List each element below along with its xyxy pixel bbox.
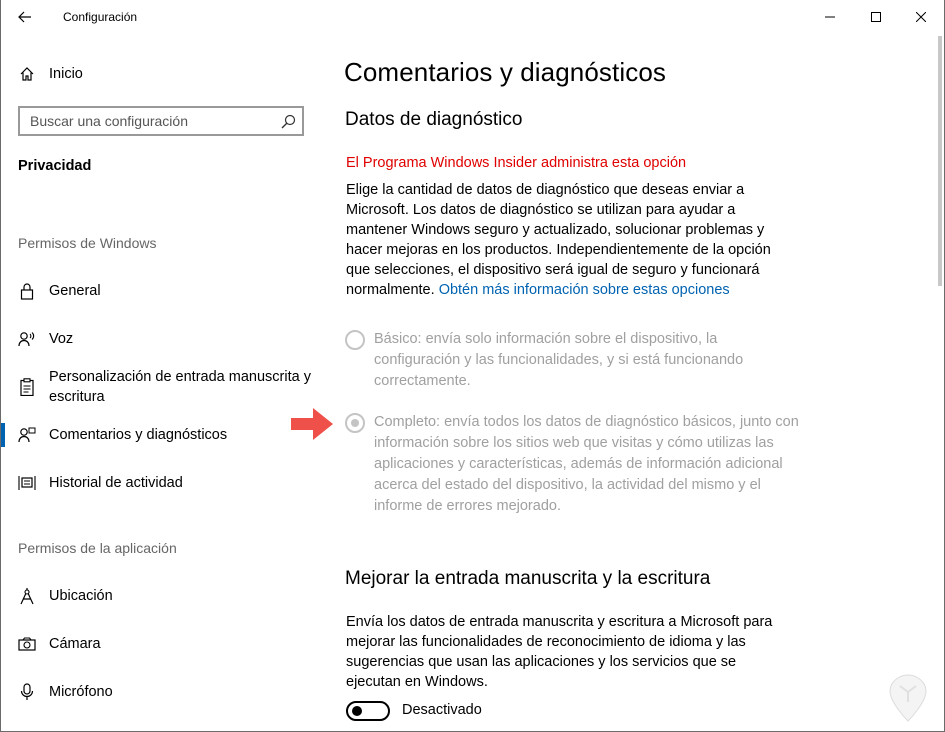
close-button[interactable] (898, 0, 944, 34)
red-arrow-icon (290, 407, 334, 441)
sidebar-item-home[interactable] (1, 64, 331, 84)
sidebar-item-general[interactable] (1, 281, 331, 301)
radio-option-full[interactable] (345, 412, 805, 518)
sidebar-item-label: Micrófono (49, 684, 113, 700)
feedback-icon (17, 425, 37, 445)
sidebar-item-feedback[interactable] (1, 425, 331, 445)
sidebar-item-label: Historial de actividad (49, 475, 183, 491)
radio-basic[interactable] (345, 330, 365, 350)
sidebar-item-activity-history[interactable] (1, 473, 331, 493)
camera-icon (17, 634, 37, 654)
diagnostic-description (346, 180, 776, 300)
sidebar-item-home-label: Inicio (49, 66, 83, 82)
back-arrow-icon (18, 11, 32, 23)
diagnostic-description-text: Elige la cantidad de datos de diagnóstico que deseas enviar a Microsoft. Los datos de diagnóstico se utilizan para ayudar a mantener Windows seguro y actualizado, solucionar problemas y hacer mejoras en los productos. Independientemente de la opción que selecciones, el dispositivo será igual de seguro y funcionará normalmente. (346, 182, 771, 298)
search-placeholder: Buscar una configuración (30, 113, 188, 129)
sidebar-item-label: General (49, 283, 101, 299)
back-button[interactable] (7, 2, 43, 32)
location-icon (17, 586, 37, 606)
minimize-icon (825, 12, 835, 22)
learn-more-link[interactable]: Obtén más información sobre estas opciones (438, 282, 730, 298)
window-title: Configuración (63, 10, 138, 24)
watermark-logo-icon (878, 672, 938, 728)
close-icon (916, 12, 926, 22)
sidebar-item-label: Personalización de entrada manuscrita y escritura (49, 369, 311, 405)
page-title: Comentarios y diagnósticos (344, 57, 666, 87)
voice-icon (17, 329, 37, 349)
sidebar-item-label: Comentarios y diagnósticos (49, 427, 228, 443)
search-icon[interactable] (280, 114, 296, 130)
sidebar-item-label: Voz (49, 331, 74, 347)
sidebar-item-camera[interactable] (1, 634, 331, 654)
lock-icon (17, 281, 37, 301)
inking-description: Envía los datos de entrada manuscrita y escritura a Microsoft para mejorar las funcionalidades de reconocimiento de idioma y las sugerencias que usan las aplicaciones y los servicios que se ejecutan en Windows. (346, 614, 773, 690)
managed-notice: El Programa Windows Insider administra esta opción (346, 155, 687, 171)
title-bar (1, 0, 944, 34)
search-input[interactable] (18, 106, 304, 136)
activity-history-icon (17, 473, 37, 493)
inking-heading: Mejorar la entrada manuscrita y la escritura (345, 568, 711, 589)
maximize-icon (871, 12, 881, 22)
windows-permissions-heading: Permisos de Windows (18, 235, 157, 251)
radio-basic-label: Básico: envía solo información sobre el dispositivo, la configuración y las funcionalidades, y si está funcionando correctamente. (374, 331, 744, 389)
inking-toggle[interactable] (346, 701, 390, 721)
microphone-icon (17, 682, 37, 702)
diagnostic-heading: Datos de diagnóstico (345, 109, 523, 130)
radio-option-basic[interactable] (345, 329, 805, 393)
home-icon (17, 64, 37, 84)
scrollbar[interactable] (938, 36, 942, 286)
sidebar-item-label: Ubicación (49, 588, 113, 604)
app-permissions-heading: Permisos de la aplicación (18, 540, 177, 556)
sidebar-item-inking[interactable] (1, 367, 331, 407)
sidebar-item-microphone[interactable] (1, 682, 331, 702)
inking-toggle-label: Desactivado (402, 702, 482, 718)
sidebar-item-voz[interactable] (1, 329, 331, 349)
clipboard-icon (17, 377, 37, 397)
sidebar-item-label: Cámara (49, 636, 101, 652)
radio-full-label: Completo: envía todos los datos de diagnóstico básicos, junto con información sobre los sitios web que visitas y cómo utilizas las aplicaciones y características, además de información adicional acerca del estado del dispositivo, la actividad del mismo y el informe de errores mejorado. (374, 414, 799, 514)
minimize-button[interactable] (807, 0, 853, 34)
radio-full[interactable] (345, 413, 365, 433)
sidebar-item-location[interactable] (1, 586, 331, 606)
category-title: Privacidad (18, 158, 92, 174)
maximize-button[interactable] (853, 0, 899, 34)
